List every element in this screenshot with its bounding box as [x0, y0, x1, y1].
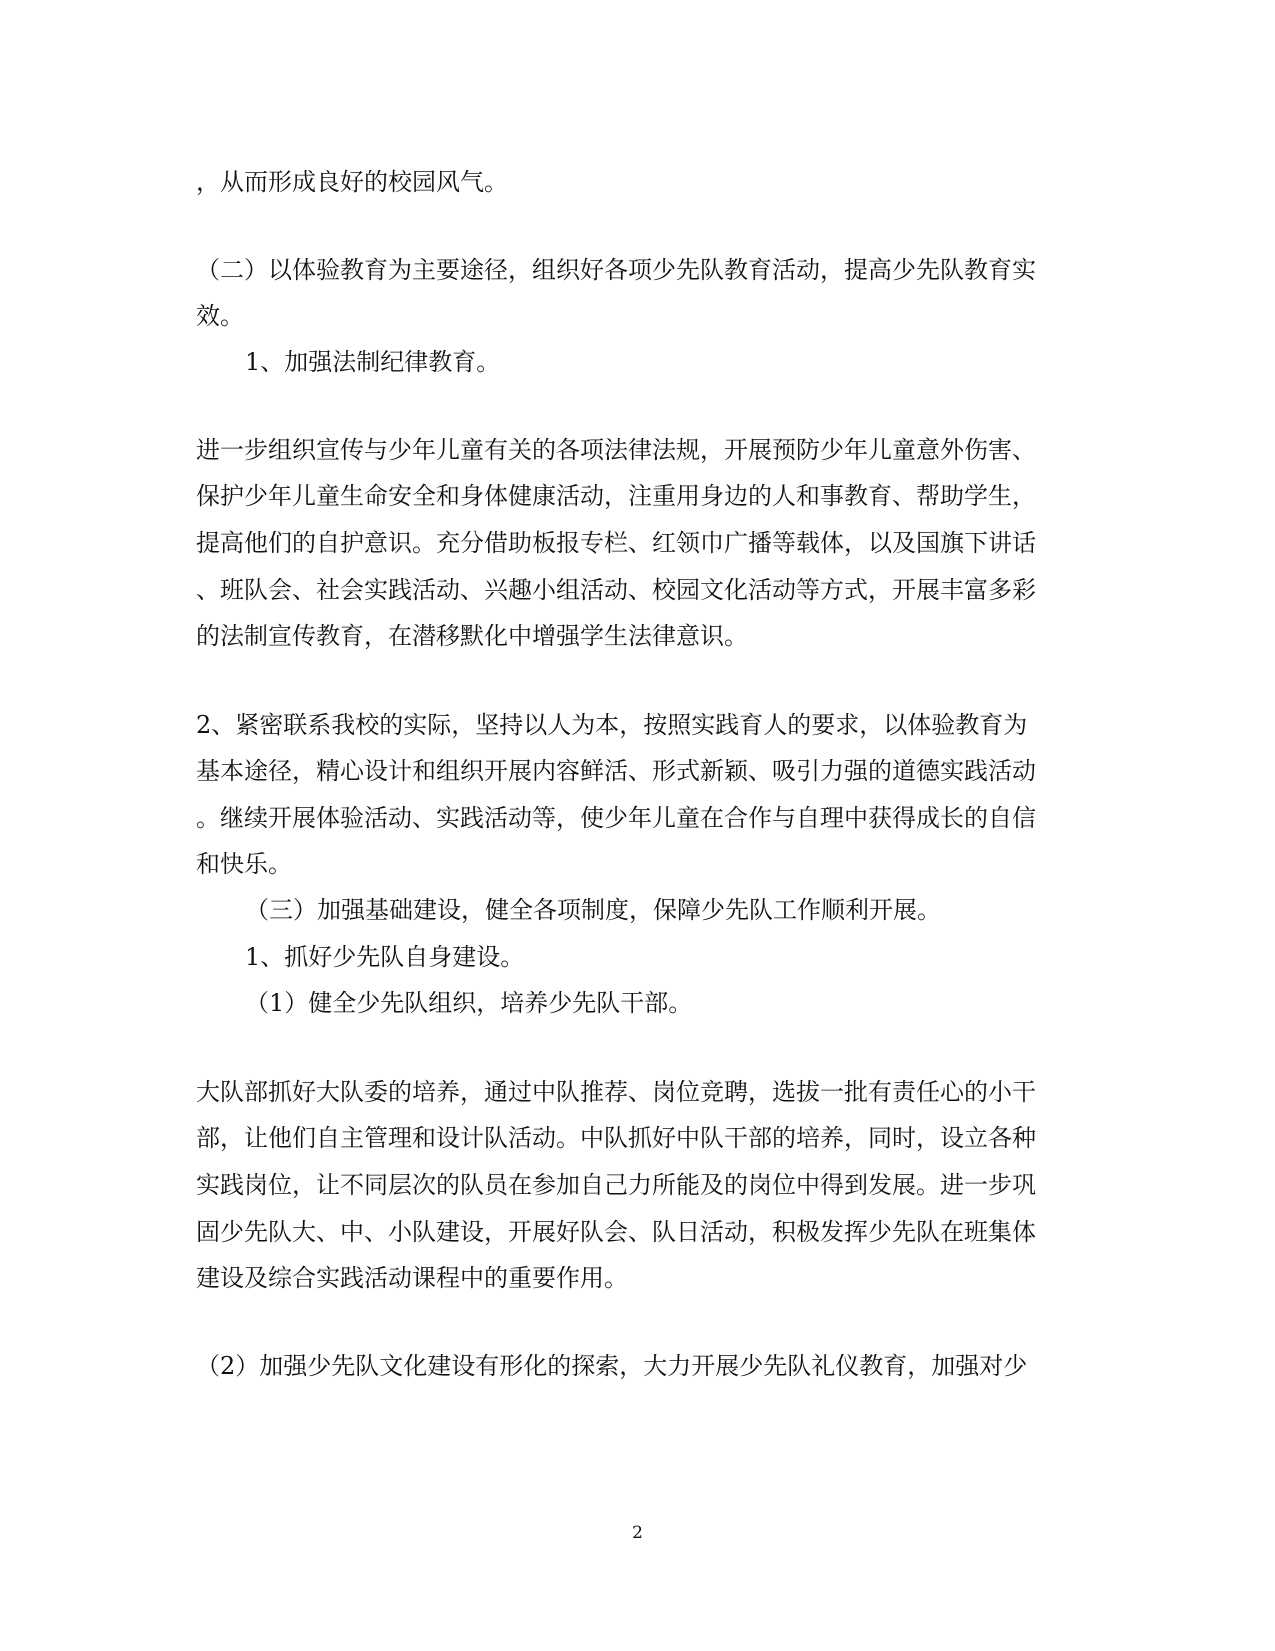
page-number: 2 [632, 1523, 643, 1543]
text-line: （二）以体验教育为主要途径，组织好各项少先队教育活动，提高少先队教育实 [196, 256, 1036, 284]
text-line: 固少先队大、中、小队建设，开展好队会、队日活动，积极发挥少先队在班集体 [196, 1218, 1036, 1246]
text-line: 建设及综合实践活动课程中的重要作用。 [196, 1264, 628, 1292]
text-line: 1、抓好少先队自身建设。 [245, 943, 525, 971]
text-line: 。继续开展体验活动、实践活动等，使少年儿童在合作与自理中获得成长的自信 [196, 804, 1036, 832]
text-line: 进一步组织宣传与少年儿童有关的各项法律法规，开展预防少年儿童意外伤害、 [196, 436, 1036, 464]
text-line: 、班队会、社会实践活动、兴趣小组活动、校园文化活动等方式，开展丰富多彩 [196, 576, 1036, 604]
text-line: （2）加强少先队文化建设有形化的探索，大力开展少先队礼仪教育，加强对少 [196, 1352, 1028, 1380]
text-line: 部，让他们自主管理和设计队活动。中队抓好中队干部的培养，同时，设立各种 [196, 1124, 1036, 1152]
text-line: 提高他们的自护意识。充分借助板报专栏、红领巾广播等载体，以及国旗下讲话 [196, 529, 1036, 557]
text-line: 的法制宣传教育，在潜移默化中增强学生法律意识。 [196, 622, 748, 650]
text-line: 基本途径，精心设计和组织开展内容鲜活、形式新颖、吸引力强的道德实践活动 [196, 757, 1036, 785]
text-line: 保护少年儿童生命安全和身体健康活动，注重用身边的人和事教育、帮助学生， [196, 482, 1036, 510]
text-line: 1、加强法制纪律教育。 [245, 348, 501, 376]
text-line: 实践岗位，让不同层次的队员在参加自己力所能及的岗位中得到发展。进一步巩 [196, 1171, 1036, 1199]
text-line: （1）健全少先队组织，培养少先队干部。 [245, 989, 693, 1017]
text-line: （三）加强基础建设，健全各项制度，保障少先队工作顺利开展。 [245, 896, 941, 924]
text-line: 大队部抓好大队委的培养，通过中队推荐、岗位竞聘，选拔一批有责任心的小干 [196, 1078, 1036, 1106]
text-line: 效。 [196, 302, 244, 330]
text-line: 2、紧密联系我校的实际，坚持以人为本，按照实践育人的要求，以体验教育为 [196, 711, 1028, 739]
text-line: ，从而形成良好的校园风气。 [196, 168, 508, 196]
text-line: 和快乐。 [196, 850, 292, 878]
